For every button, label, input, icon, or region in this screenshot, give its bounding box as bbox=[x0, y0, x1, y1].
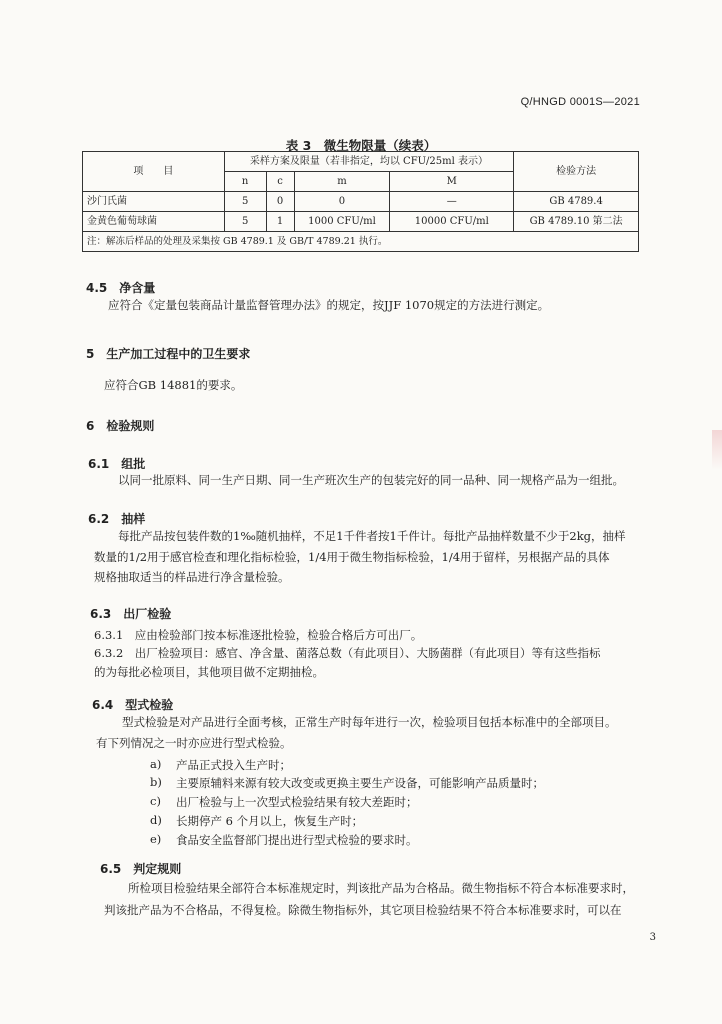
list-item-marker: c) bbox=[150, 794, 161, 808]
table-title: 表 3 微生物限量（续表） bbox=[285, 138, 437, 153]
page-number: 3 bbox=[649, 932, 656, 943]
microbial-limits-table bbox=[82, 151, 639, 252]
section-6-2-heading: 6.2 抽样 bbox=[88, 512, 146, 526]
list-item-marker: e) bbox=[150, 832, 162, 846]
row-M: 10000 CFU/ml bbox=[390, 212, 514, 232]
section-6-1-text: 以同一批原料、同一生产日期、同一生产班次生产的包装完好的同一品种、同一规格产品为一组批。 bbox=[118, 473, 624, 487]
section-5-text: 应符合GB 14881的要求。 bbox=[104, 378, 243, 392]
header-M: M bbox=[390, 172, 514, 192]
section-6-4-heading: 6.4 型式检验 bbox=[92, 698, 174, 712]
section-6-2-line1: 每批产品按包装件数的1‰随机抽样，不足1千件者按1千件计。每批产品抽样数量不少于2kg，抽样 bbox=[118, 529, 626, 543]
row-item: 沙门氏菌 bbox=[83, 192, 225, 212]
row-M: — bbox=[390, 192, 514, 212]
table-row bbox=[83, 192, 639, 212]
section-6-1-heading: 6.1 组批 bbox=[88, 457, 146, 471]
row-method: GB 4789.4 bbox=[514, 192, 639, 212]
section-6-2-line2: 数量的1/2用于感官检查和理化指标检验，1/4用于微生物指标检验，1/4用于留样，另根据产品的具体 bbox=[94, 550, 610, 564]
document-id: Q/HNGD 0001S—2021 bbox=[520, 96, 640, 108]
header-sampling-plan: 采样方案及限量（若非指定，均以 CFU/25ml 表示） bbox=[224, 152, 513, 172]
row-c: 1 bbox=[266, 212, 294, 232]
section-4-5-heading: 4.5 净含量 bbox=[86, 281, 156, 295]
header-m: m bbox=[294, 172, 390, 192]
section-6-5-line1: 所检项目检验结果全部符合本标准规定时，判该批产品为合格品。微生物指标不符合本标准要求时， bbox=[128, 881, 634, 895]
section-6-3-heading: 6.3 出厂检验 bbox=[90, 607, 172, 621]
section-6-5-line2: 判该批产品为不合格品，不得复检。除微生物指标外，其它项目检验结果不符合本标准要求时，可以在 bbox=[104, 903, 622, 917]
section-6-3-1-text: 6.3.1 应由检验部门按本标准逐批检验，检验合格后方可出厂。 bbox=[94, 628, 423, 642]
list-item: 长期停产 6 个月以上，恢复生产时； bbox=[176, 814, 364, 828]
list-item: 主要原辅料来源有较大改变或更换主要生产设备，可能影响产品质量时； bbox=[176, 776, 544, 790]
section-6-4-line1: 型式检验是对产品进行全面考核，正常生产时每年进行一次，检验项目包括本标准中的全部项目。 bbox=[122, 715, 617, 729]
list-item-marker: d) bbox=[150, 813, 162, 827]
table-note: 注：解冻后样品的处理及采集按 GB 4789.1 及 GB/T 4789.21 执行。 bbox=[83, 232, 639, 252]
seal-stamp-fragment bbox=[712, 430, 722, 470]
section-5-heading: 5 生产加工过程中的卫生要求 bbox=[86, 347, 251, 361]
list-item-marker: a) bbox=[150, 757, 162, 771]
table-row bbox=[83, 212, 639, 232]
section-6-2-line3: 规格抽取适当的样品进行净含量检验。 bbox=[94, 570, 290, 584]
row-n: 5 bbox=[224, 192, 266, 212]
header-test-method: 检验方法 bbox=[514, 152, 639, 192]
section-6-3-2-line1: 6.3.2 出厂检验项目：感官、净含量、菌落总数（有此项目）、大肠菌群（有此项目）等有这些指标 bbox=[94, 646, 601, 660]
row-c: 0 bbox=[266, 192, 294, 212]
row-m: 1000 CFU/ml bbox=[294, 212, 390, 232]
list-item-marker: b) bbox=[150, 775, 162, 789]
list-item: 产品正式投入生产时； bbox=[176, 758, 291, 772]
header-item: 项 目 bbox=[83, 152, 225, 192]
list-item: 食品安全监督部门提出进行型式检验的要求时。 bbox=[176, 833, 418, 847]
section-6-3-2-line2: 的为每批必检项目，其他项目做不定期抽检。 bbox=[94, 665, 324, 679]
row-method: GB 4789.10 第二法 bbox=[514, 212, 639, 232]
section-4-5-text: 应符合《定量包装商品计量监督管理办法》的规定，按JJF 1070规定的方法进行测定。 bbox=[108, 298, 550, 312]
section-6-5-heading: 6.5 判定规则 bbox=[100, 862, 182, 876]
row-item: 金黄色葡萄球菌 bbox=[83, 212, 225, 232]
section-6-4-line2: 有下列情况之一时亦应进行型式检验。 bbox=[96, 736, 292, 750]
row-m: 0 bbox=[294, 192, 390, 212]
header-c: c bbox=[266, 172, 294, 192]
section-6-heading: 6 检验规则 bbox=[86, 419, 155, 433]
list-item: 出厂检验与上一次型式检验结果有较大差距时； bbox=[176, 795, 418, 809]
row-n: 5 bbox=[224, 212, 266, 232]
header-n: n bbox=[224, 172, 266, 192]
